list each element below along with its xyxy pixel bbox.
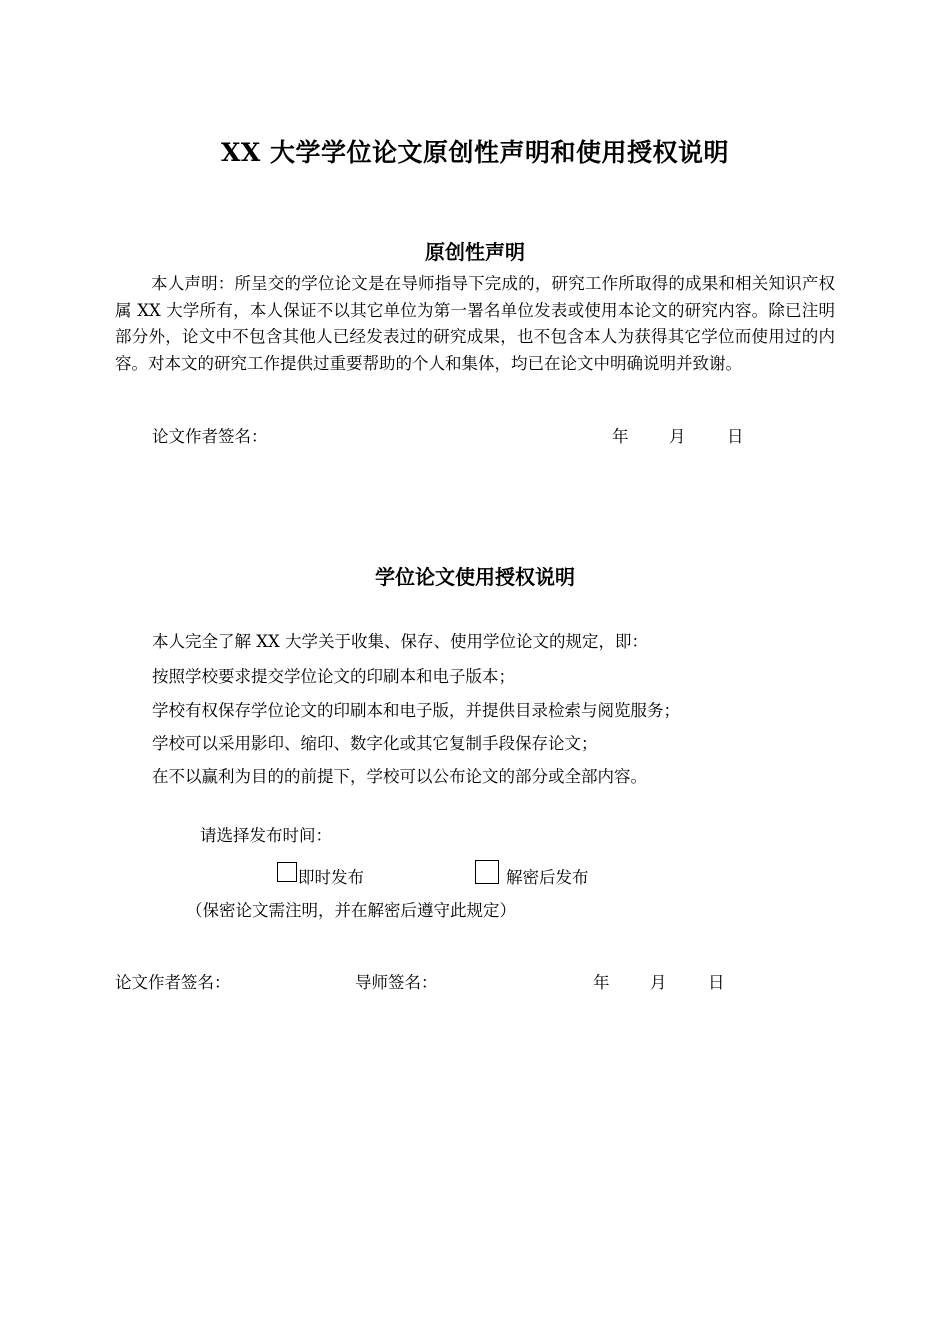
originality-author-signature-label: 论文作者签名： xyxy=(152,427,268,446)
authorization-month-label: 月 xyxy=(650,973,667,992)
immediate-release-label: 即时发布 xyxy=(298,868,364,887)
page-title: XX 大学学位论文原创性声明和使用授权说明 xyxy=(221,138,729,167)
originality-day-label: 日 xyxy=(727,427,744,446)
originality-month-label: 月 xyxy=(669,427,686,446)
authorization-line: 学校可以采用影印、缩印、数字化或其它复制手段保存论文； xyxy=(152,734,598,753)
immediate-release-checkbox[interactable] xyxy=(277,862,297,882)
authorization-day-label: 日 xyxy=(708,973,725,992)
authorization-line: 本人完全了解 XX 大学关于收集、保存、使用学位论文的规定，即： xyxy=(152,632,648,651)
after-declassify-release-label: 解密后发布 xyxy=(506,868,589,887)
after-declassify-release-checkbox[interactable] xyxy=(475,860,499,884)
authorization-section-title: 学位论文使用授权说明 xyxy=(375,565,575,589)
authorization-line: 按照学校要求提交学位论文的印刷本和电子版本； xyxy=(152,667,515,686)
authorization-year-label: 年 xyxy=(593,973,610,992)
authorization-line: 学校有权保存学位论文的印刷本和电子版，并提供目录检索与阅览服务； xyxy=(152,701,680,720)
originality-section-title: 原创性声明 xyxy=(425,240,525,264)
confidential-thesis-note: （保密论文需注明，并在解密后遵守此规定） xyxy=(186,901,516,920)
originality-year-label: 年 xyxy=(612,427,629,446)
release-time-label: 请选择发布时间： xyxy=(200,826,332,845)
advisor-signature-label: 导师签名： xyxy=(355,973,438,992)
authorization-line: 在不以赢利为目的的前提下，学校可以公布论文的部分或全部内容。 xyxy=(152,767,647,786)
authorization-author-signature-label: 论文作者签名： xyxy=(115,973,231,992)
originality-statement-paragraph: 本人声明：所呈交的学位论文是在导师指导下完成的，研究工作所取得的成果和相关知识产权属 XX 大学所有，本人保证不以其它单位为第一署名单位发表或使用本论文的研究内容。除已注明部分外，论文中不包含其他人已经发表过的研究成果，也不包含本人为获得其它学位而使用过的内容。对本文的研究工作提供过重要帮助的个人和集体，均已在论文中明确说明并致谢。 xyxy=(115,274,835,373)
